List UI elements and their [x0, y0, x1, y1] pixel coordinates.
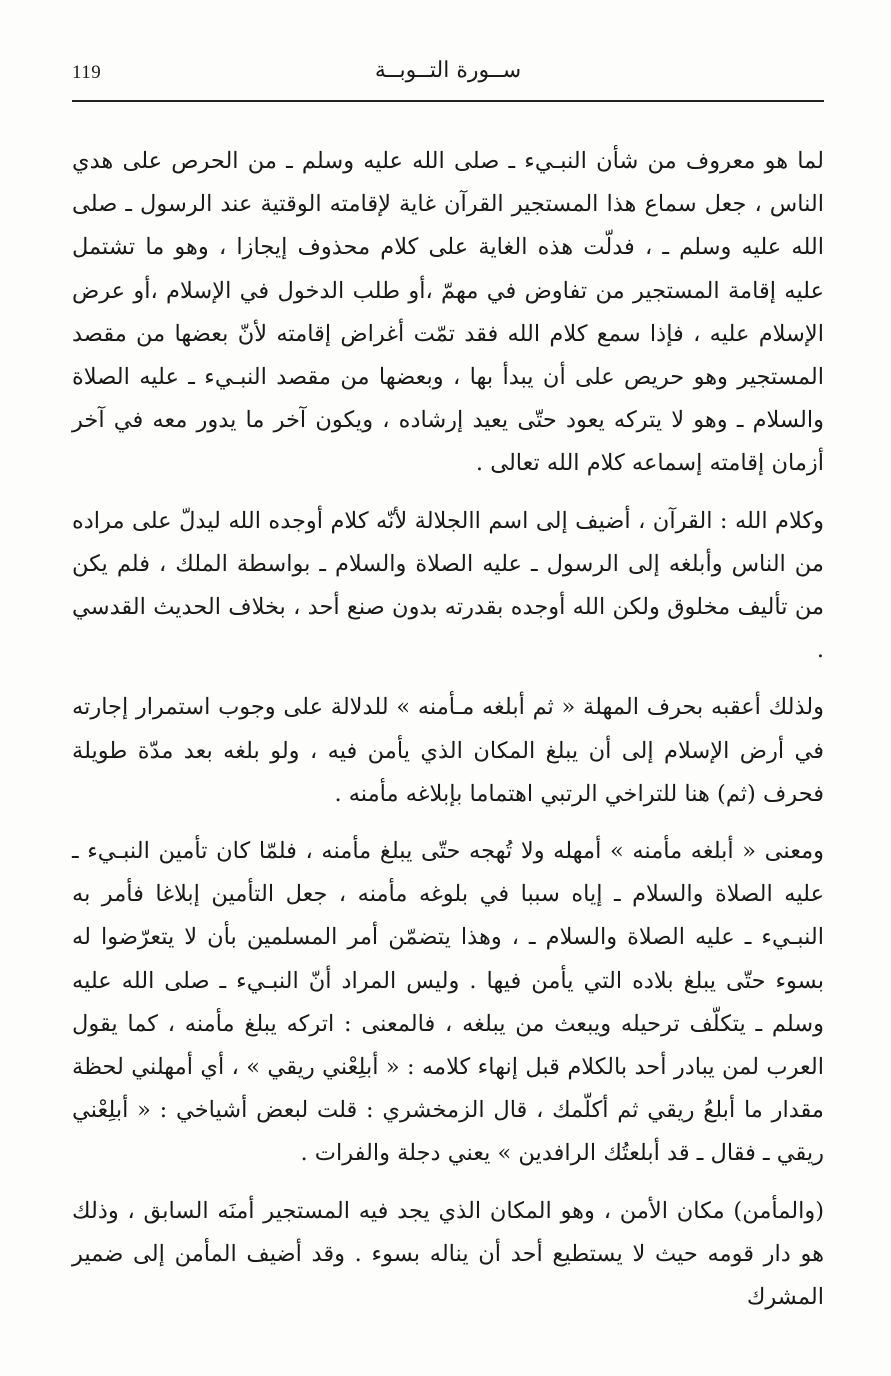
paragraph-3: ولذلك أعقبه بحرف المهلة « ثم أبلغه مـأمنه » للدلالة على وجوب استمرار إجارته في أرض الإسلام إلى أن يبلغ المكان الذي يأمن فيه ، ولو بلغه بعد مدّة طويلة فحرف (ثم) هنا للتراخي الرتبي اهتماما بإبلاغه مأمنه . — [72, 694, 824, 807]
page-number: 119 — [72, 62, 102, 83]
page-body — [72, 140, 824, 1319]
paragraph-2: وكلام الله : القرآن ، أضيف إلى اسم االجلالة لأنّه كلام أوجده الله ليدلّ على مراده من الناس وأبلغه إلى الرسول ـ عليه الصلاة والسلام ـ بواسطة الملك ، فلم يكن من تأليف مخلوق ولكن الله أوجده بقدرته بدون صنع أحد ، بخلاف الحديث القدسي . — [72, 507, 824, 664]
paragraph-1: لما هو معروف من شأن النبـيء ـ صلى الله عليه وسلم ـ من الحرص على هدي الناس ، جعل سماع هذا المستجير القرآن غاية لإقامته الوقتية عند الرسول ـ صلى الله عليه وسلم ـ ، فدلّت هذه الغاية على كلام محذوف إيجازا ، وهو ما تشتمل عليه إقامة المستجير من تفاوض في مهمّ ،أو طلب الدخول في الإسلام ،أو عرض الإسلام عليه ، فإذا سمع كلام الله فقد تمّت أغراض إقامته لأنّ بعضها من مقصد المستجير وهو حريص على أن يبدأ بها ، وبعضها من مقصد النبـيء ـ عليه الصلاة والسلام ـ وهو لا يتركه يعود حتّى يعيد إرشاده ، ويكون آخر ما يدور معه في آخر أزمان إقامته إسماعه كلام الله تعالى . — [72, 148, 824, 477]
paragraph-5: (والمأمن) مكان الأمن ، وهو المكان الذي يجد فيه المستجير أمنَه السابق ، وذلك هو دار قومه حيث لا يستطيع أحد أن يناله بسوء . وقد أضيف المأمن إلى ضمير المشرك — [72, 1197, 824, 1311]
running-title: ســورة التــوبــة — [374, 58, 522, 83]
header-rule — [72, 100, 824, 102]
page-header — [72, 58, 824, 94]
paragraph-4: ومعنى « أبلغه مأمنه » أمهله ولا تُهجه حتّى يبلغ مأمنه ، فلمّا كان تأمين النبـيء ـ عليه الصلاة والسلام ـ إياه سببا في بلوغه مأمنه ، جعل التأمين إبلاغا فأمر به النبـيء ـ عليه الصلاة والسلام ـ ، وهذا يتضمّن أمر المسلمين بأن لا يتعرّضوا له بسوء حتّى يبلغ بلاده التي يأمن فيها . وليس المراد أنّ النبـيء ـ صلى الله عليه وسلم ـ يتكلّف ترحيله ويبعث من يبلغه ، فالمعنى : اتركه يبلغ مأمنه ، كما يقول العرب لمن يبادر أحد بالكلام قبل إنهاء كلامه : « أبلِعْني ريقي » ، أي أمهلني لحظة مقدار ما أبلعُ ريقي ثم أكلّمك ، قال الزمخشري : قلت لبعض أشياخي : « أبلِعْني ريقي ـ فقال ـ قد أبلعتُك الرافدين » يعني دجلة والفرات . — [72, 838, 824, 1167]
